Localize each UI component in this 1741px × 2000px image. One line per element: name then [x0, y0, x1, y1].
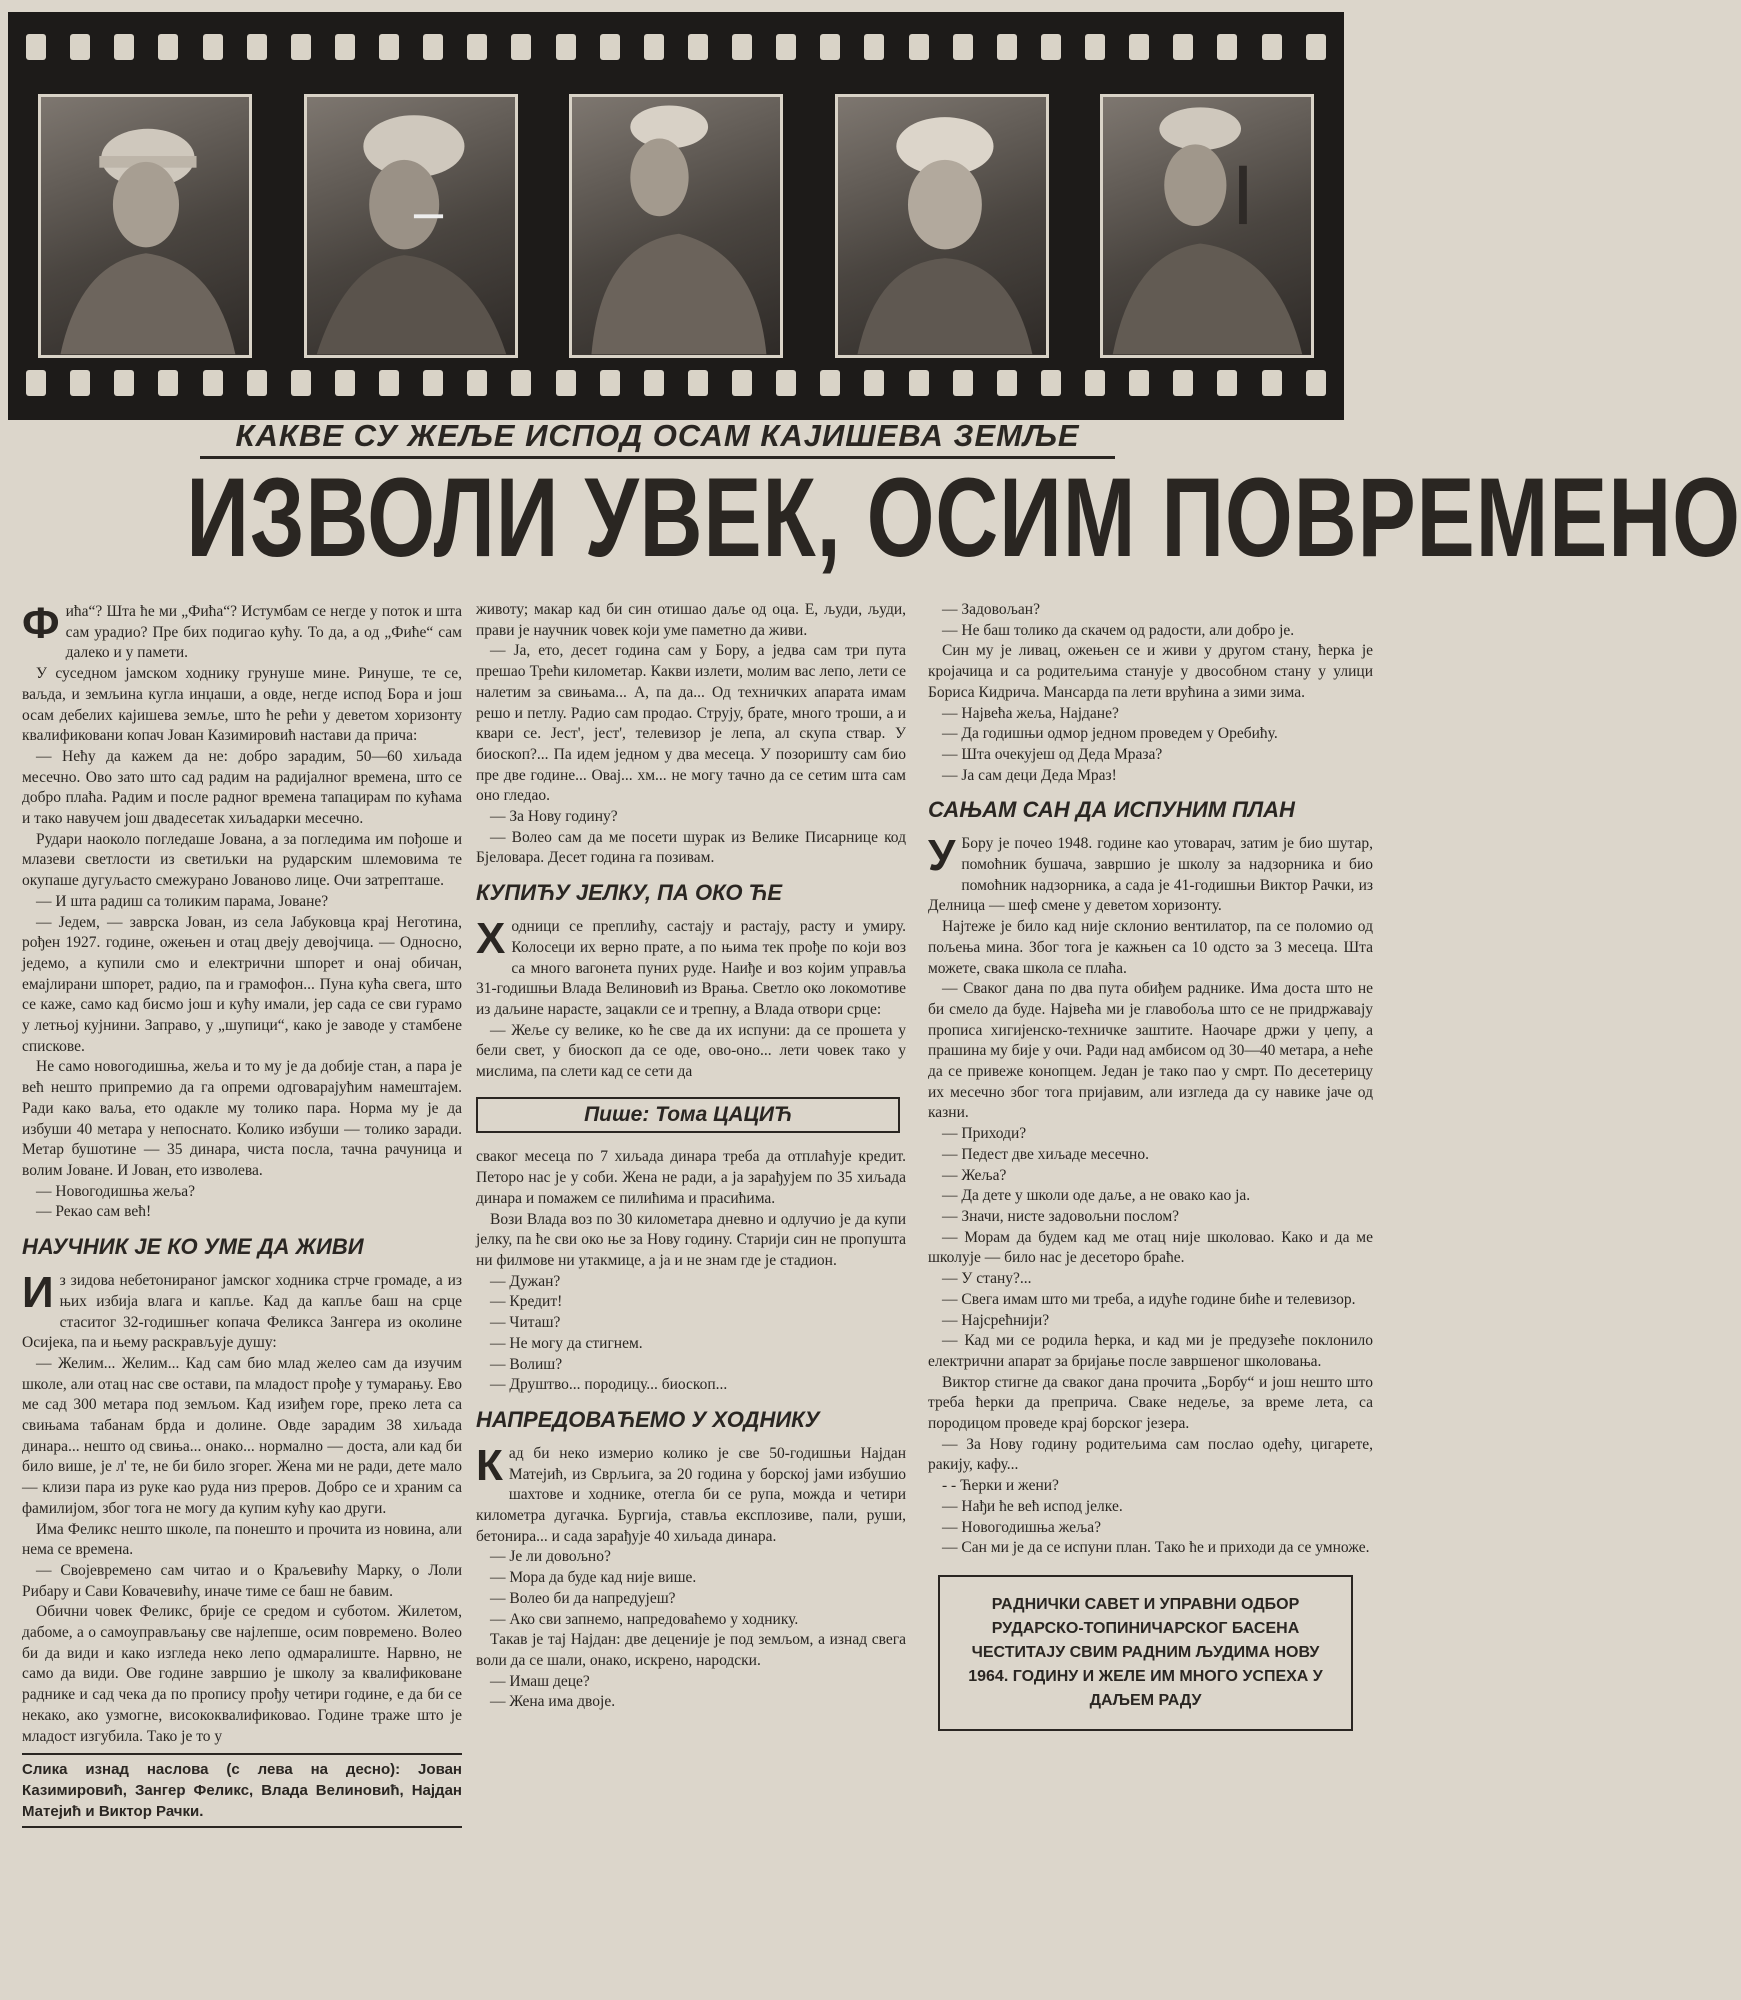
- paragraph: — Новогодишња жеља?: [36, 1182, 196, 1200]
- article-column-2: [476, 600, 906, 1713]
- paragraph: — Читаш?: [490, 1314, 561, 1332]
- paragraph: — Друштво... породицу... биоскоп...: [490, 1376, 728, 1394]
- kicker-heading: КАКВЕ СУ ЖЕЉЕ ИСПОД ОСАМ КАЈИШЕВА ЗЕМЉЕ: [200, 418, 1115, 459]
- paragraph: У суседном јамском ходнику грунуше мине. Ринуше, те се, ваљда, и земљина кугла инџаши, а овде, негде испод Бора и још осам дебелих кајишева земље, што ће рећи у деветом хоризонту квалификовани копач Јован Казимировић настави да прича:: [22, 665, 462, 745]
- paragraph: — Највећа жеља, Најдане?: [942, 704, 1119, 722]
- paragraph: — Кад ми се родила ћерка, и кад ми је предузеће поклонило електрични апарат за бријање после завршеног школовања.: [928, 1332, 1373, 1370]
- paragraph: — Нађи ће већ испод јелке.: [942, 1497, 1123, 1515]
- paragraph: Фића“? Шта ће ми „Фића“? Истумбам се негде у поток и шта сам урадио? Пре бих подигао кућу. То да, а од „Фиће“ сам далеко и у памети.: [22, 599, 462, 662]
- subheading: КУПИЋУ ЈЕЛКУ, ПА ОКО ЋЕ: [476, 880, 782, 906]
- drop-cap: К: [476, 1440, 503, 1490]
- paragraph: — Ја, ето, десет година сам у Бору, а једва сам три пута прешао Трећи километар. Какви излети, молим вас лепо, лети се налетим за свињама... А, па да... Од техничких апарата имам решо и петлу. Радио сам продао. Струју, брате, много троши, а и квари се. Јест', јест', телевизор је лепа, ал скупа ствар. У биоскоп?... Па идем једном у два месеца. У позоришту сам био пре две године... Овај... хм... не могу тачно да се сетим шта сам оно гледао.: [476, 642, 906, 805]
- paragraph: Најтеже је било кад није склонио вентилатор, па се поломио од пољења мина. Због тога је кажњен са 10 одсто за 3 месеца. Шта можете, свака школа се плаћа.: [928, 918, 1373, 977]
- paragraph: — Приходи?: [942, 1125, 1027, 1143]
- paragraph: — Рекао сам већ!: [36, 1203, 152, 1221]
- photo-miner-4: [835, 94, 1049, 358]
- paragraph: — Једем, — заврска Јован, из села Јабуковца крај Неготина, рођен 1927. године, ожењен и отац двеју девојчица. — Односно, једемо, а купили смо и електрични шпорет и онај обичан, емајлирани шпорет, радио, па и грамофон... Пуна кућа свега, што се каже, само кад бисмо још и кућу имали, јер сада се сви гурамо у летњој кујнини. Заправо, у „шупици“, како је заводе у стамбене спискове.: [22, 913, 462, 1055]
- paragraph: — Имаш деце?: [490, 1672, 590, 1690]
- paragraph: — Волео сам да ме посети шурак из Велике Писарнице код Бјеловара. Десет година га позивам.: [476, 828, 906, 867]
- photo-miner-3: [569, 94, 783, 358]
- paragraph: — Не баш толико да скачем од радости, али добро је.: [942, 621, 1295, 639]
- paragraph: — Желим... Желим... Кад сам био млад желео сам да изучим школе, али отац нас све остави, па младост прође у тумарању. Ево ме сад 300 метара под земљом. Кад изиђем горе, преко лета са свињама табанам брда и долине. Овде зарадим 38 хиљада динара... нешто од свиња... онако... нормално — доста, али кад би било више, је л' те, не би било згорег. Жена ми не ради, дете мало — клизи пара из руке као руда низ преров. Добро се и храним са фамилијом, због тога не могу да купим кућу као други.: [22, 1354, 462, 1517]
- paragraph: — Значи, нисте задовољни послом?: [942, 1207, 1180, 1225]
- paragraph: — Морам да будем кад ме отац није школовао. Како и да ме школује — било нас је десеторо браће.: [928, 1228, 1373, 1267]
- paragraph: — И шта радиш са толиким парама, Јоване?: [36, 892, 329, 910]
- paragraph: Кад би неко измерио колико је све 50-годишњи Најдан Матејић, из Сврљига, за 20 година у борској јами избушио шахтове и ходнике, отегла би се рупа, можда и четири километра дугачка. Бургија, ставља експлозиве, пали, руши, бетонира... и сада зарађује 40 хиљада динара.: [476, 1440, 906, 1545]
- paragraph: — За Нову годину родитељима сам послао одећу, цигарете, ракију, кафу...: [928, 1435, 1373, 1474]
- paragraph: — Новогодишња жеља?: [942, 1518, 1102, 1536]
- photo-miner-2: [304, 94, 518, 358]
- paragraph: Не само новогодишња, жеља и то му је да добије стан, а пара је већ нешто припремио да га опреми одговарајућим намештајем. Ради како ваља, ето одакле му толико пара. Норма му је да избуши 40 метара у непоснато. Колико избуши — толико заради. Метар бушотине — 35 динара, чиста посла, тачна рачуница и волим Јоване. И Јован, ето изволева.: [22, 1058, 462, 1179]
- paragraph: Ходници се преплићу, састају и растају, расту и умиру. Колосеци их верно прате, а по њима тек прође по који воз са много вагонета пуних руде. Наиђе и воз којим управља 31-годишњи Влада Велиновић из Врања. Светло око локомотиве из даљине нарасте, зацакли се и трепну, а Влада отвори срце:: [476, 914, 906, 1018]
- paragraph: — Сваког дана по два пута обиђем раднике. Има доста што не би смело да буде. Највећа ми је главобоља што се не придржавају прописа хигијенско-техничке заштите. Наочаре држи у џепу, а прашина му бије у очи. Ради над амбисом од 30—40 метара, а неће да се привеже конопцем. Један је тако пао у смрт. По десетерицу их месечно због тога пријавим, али изгледа да су навике јаче од казни.: [928, 980, 1373, 1122]
- paragraph: — Жена има двоје.: [490, 1693, 616, 1711]
- paragraph: Вози Влада воз по 30 километара дневно и одлучио је да купи јелку, па ће сви око ње за Нову годину. Старији син не пропушта ни филмове ни утакмице, а ја и не знам где је стадион.: [476, 1210, 906, 1269]
- byline: Пише: Тома ЦАЦИЋ: [476, 1097, 900, 1134]
- paragraph: — Најсрећнији?: [942, 1311, 1050, 1329]
- paragraph: — Дужан?: [490, 1272, 561, 1290]
- drop-cap: Х: [476, 914, 506, 964]
- paragraph: — Волео би да напредујеш?: [490, 1589, 676, 1607]
- paragraph: — Је ли довољно?: [490, 1548, 611, 1566]
- paragraph: — Својевремено сам читао и о Краљевићу Марку, о Лоли Рибару и Сави Ковачевићу, иначе тиме се баш не бавим.: [22, 1561, 462, 1600]
- film-perforations-bottom: [8, 366, 1344, 400]
- paragraph: — Да дете у школи оде даље, а не овако као ја.: [942, 1187, 1251, 1205]
- photo-caption: Слика изнад наслова (с лева на десно): Јован Казимировић, Зангер Феликс, Влада Велиновић, Најдан Матејић и Виктор Рачки.: [22, 1753, 462, 1828]
- paragraph: — Ја сам деци Деда Мраз!: [942, 766, 1117, 784]
- greeting-notice-box: РАДНИЧКИ САВЕТ И УПРАВНИ ОДБОР РУДАРСКО-ТОПИНИЧАРСКОГ БАСЕНА ЧЕСТИТАЈУ СВИМ РАДНИМ ЉУДИМА НОВУ 1964. ГОДИНУ И ЖЕЛЕ ИМ МНОГО УСПЕХА У ДАЉЕМ РАДУ: [938, 1575, 1353, 1731]
- paragraph: - - Ћерки и жени?: [942, 1477, 1059, 1495]
- paragraph: — Педест две хиљаде месечно.: [942, 1145, 1149, 1163]
- paragraph: — Волиш?: [490, 1355, 563, 1373]
- paragraph: — Кредит!: [490, 1293, 563, 1311]
- article-column-3: [928, 600, 1373, 1731]
- headline: ИЗВОЛИ УВЕК, ОСИМ ПОВРЕМЕНО: [186, 455, 1741, 580]
- paragraph: Из зидова небетонираног јамског ходника стрче громаде, а из њих избија влага и капље. Кад да капље баш на срце стаситог 32-годишњег копача Феликса Зангера из околине Осијека, па и њему раскрављује душу:: [22, 1268, 462, 1352]
- paragraph: — Не могу да стигнем.: [490, 1334, 643, 1352]
- paragraph: — За Нову годину?: [490, 808, 618, 826]
- paragraph: — Мора да буде кад није више.: [490, 1569, 697, 1587]
- paragraph: — Свега имам што ми треба, а идуће године биће и телевизор.: [942, 1290, 1356, 1308]
- paragraph: — Да годишњи одмор једном проведем у Оребићу.: [942, 725, 1278, 743]
- paragraph: — Нећу да кажем да не: добро зарадим, 50—60 хиљада месечно. Ово зато што сад радим на радијалног времена, што се добро плаћа. Радим и после радног времена тапацирам по кућама и тако навучем још двадесетак хиљадарки месечно.: [22, 747, 462, 828]
- photo-miner-5: [1100, 94, 1314, 358]
- drop-cap: Ф: [22, 599, 60, 648]
- film-perforations-top: [8, 30, 1344, 64]
- article-column-1: [22, 599, 462, 1828]
- drop-cap: И: [22, 1268, 54, 1318]
- paragraph: Рудари наоколо погледаше Јована, а за погледима им пођоше и млазеви светлости из светиљки на рударским шлемовима те окупаше дугуљасто смежурано Јованово лице. Очи затрепташе.: [22, 830, 462, 890]
- subheading: НАПРЕДОВАЋЕМО У ХОДНИКУ: [476, 1406, 820, 1432]
- paragraph: Има Феликс нешто школе, па понешто и прочита из новина, али нема се времена.: [22, 1520, 462, 1559]
- paragraph: — Задовољан?: [942, 601, 1040, 618]
- paragraph: — Сан ми је да се испуни план. Тако ће и приходи да се умноже.: [942, 1539, 1370, 1557]
- paragraph: — Ако сви запнемо, напредоваћемо у ходнику.: [490, 1610, 799, 1628]
- film-strip-photo: [8, 12, 1344, 420]
- paragraph: Такав је тај Најдан: две деценије је под земљом, а изнад свега воли да се шали, онако, искрено, народски.: [476, 1631, 906, 1669]
- subheading: САЊАМ САН ДА ИСПУНИМ ПЛАН: [928, 797, 1295, 823]
- paragraph: — Жеље су велике, ко ће све да их испуни: да се прошета у бели свет, у биоскоп да се оде, ово-оно... лети човек тако у мислима, па слети кад се сети да: [476, 1021, 906, 1081]
- paragraph: — Жеља?: [942, 1166, 1007, 1184]
- paragraph: Син му је ливац, ожењен се и живи у другом стану, ћерка је кројачица и са родитељима станује у двособном стану у улици Бориса Кидрича. Мансарда па лети врућина а зими зима.: [928, 642, 1373, 701]
- paragraph: Обични човек Феликс, брије се средом и суботом. Жилетом, дабоме, а о самоуправљању све најлепше, осим повремено. Волео би да види и како изгледа неко лепо одмаралиште. Нарвно, не само да види. Ове године завршио је школу за квалификоване раднике и сад чека да по пропису прођу четири године, е да би се некако, ако узмогне, висококвалификовао. Године траже што је младост изгубила. Тако је то у: [22, 1603, 462, 1745]
- paragraph: сваког месеца по 7 хиљада динара треба да отплаћује кредит. Петоро нас је у соби. Жена не ради, а ја зарађујем по 35 хиљада динара и помажем се пилићима и прасићима.: [476, 1148, 906, 1207]
- paragraph: Виктор стигне да сваког дана прочита „Борбу“ и још нешто што треба ћерки да преприча. Сваке недеље, за време лета, са породицом проведе крај борског језера.: [928, 1373, 1373, 1433]
- subheading: НАУЧНИК ЈЕ КО УМЕ ДА ЖИВИ: [22, 1234, 364, 1260]
- photo-miner-1: [38, 94, 252, 358]
- paragraph: животу; макар кад би син отишао даље од оца. Е, људи, људи, прави је научник човек који уме паметно да живи.: [476, 601, 906, 639]
- drop-cap: У: [928, 831, 956, 881]
- paragraph: — У стану?...: [942, 1270, 1032, 1288]
- paragraph: У Бору је почео 1948. године као утоварач, затим је био шутар, помоћник бушача, завршио је школу за надзорника и био помоћник надзорника, а сада је 41-годишњи Виктор Рачки, из Делница — шеф смене у деветом хоризонту.: [928, 831, 1373, 915]
- paragraph: — Шта очекујеш од Деда Мраза?: [942, 745, 1163, 763]
